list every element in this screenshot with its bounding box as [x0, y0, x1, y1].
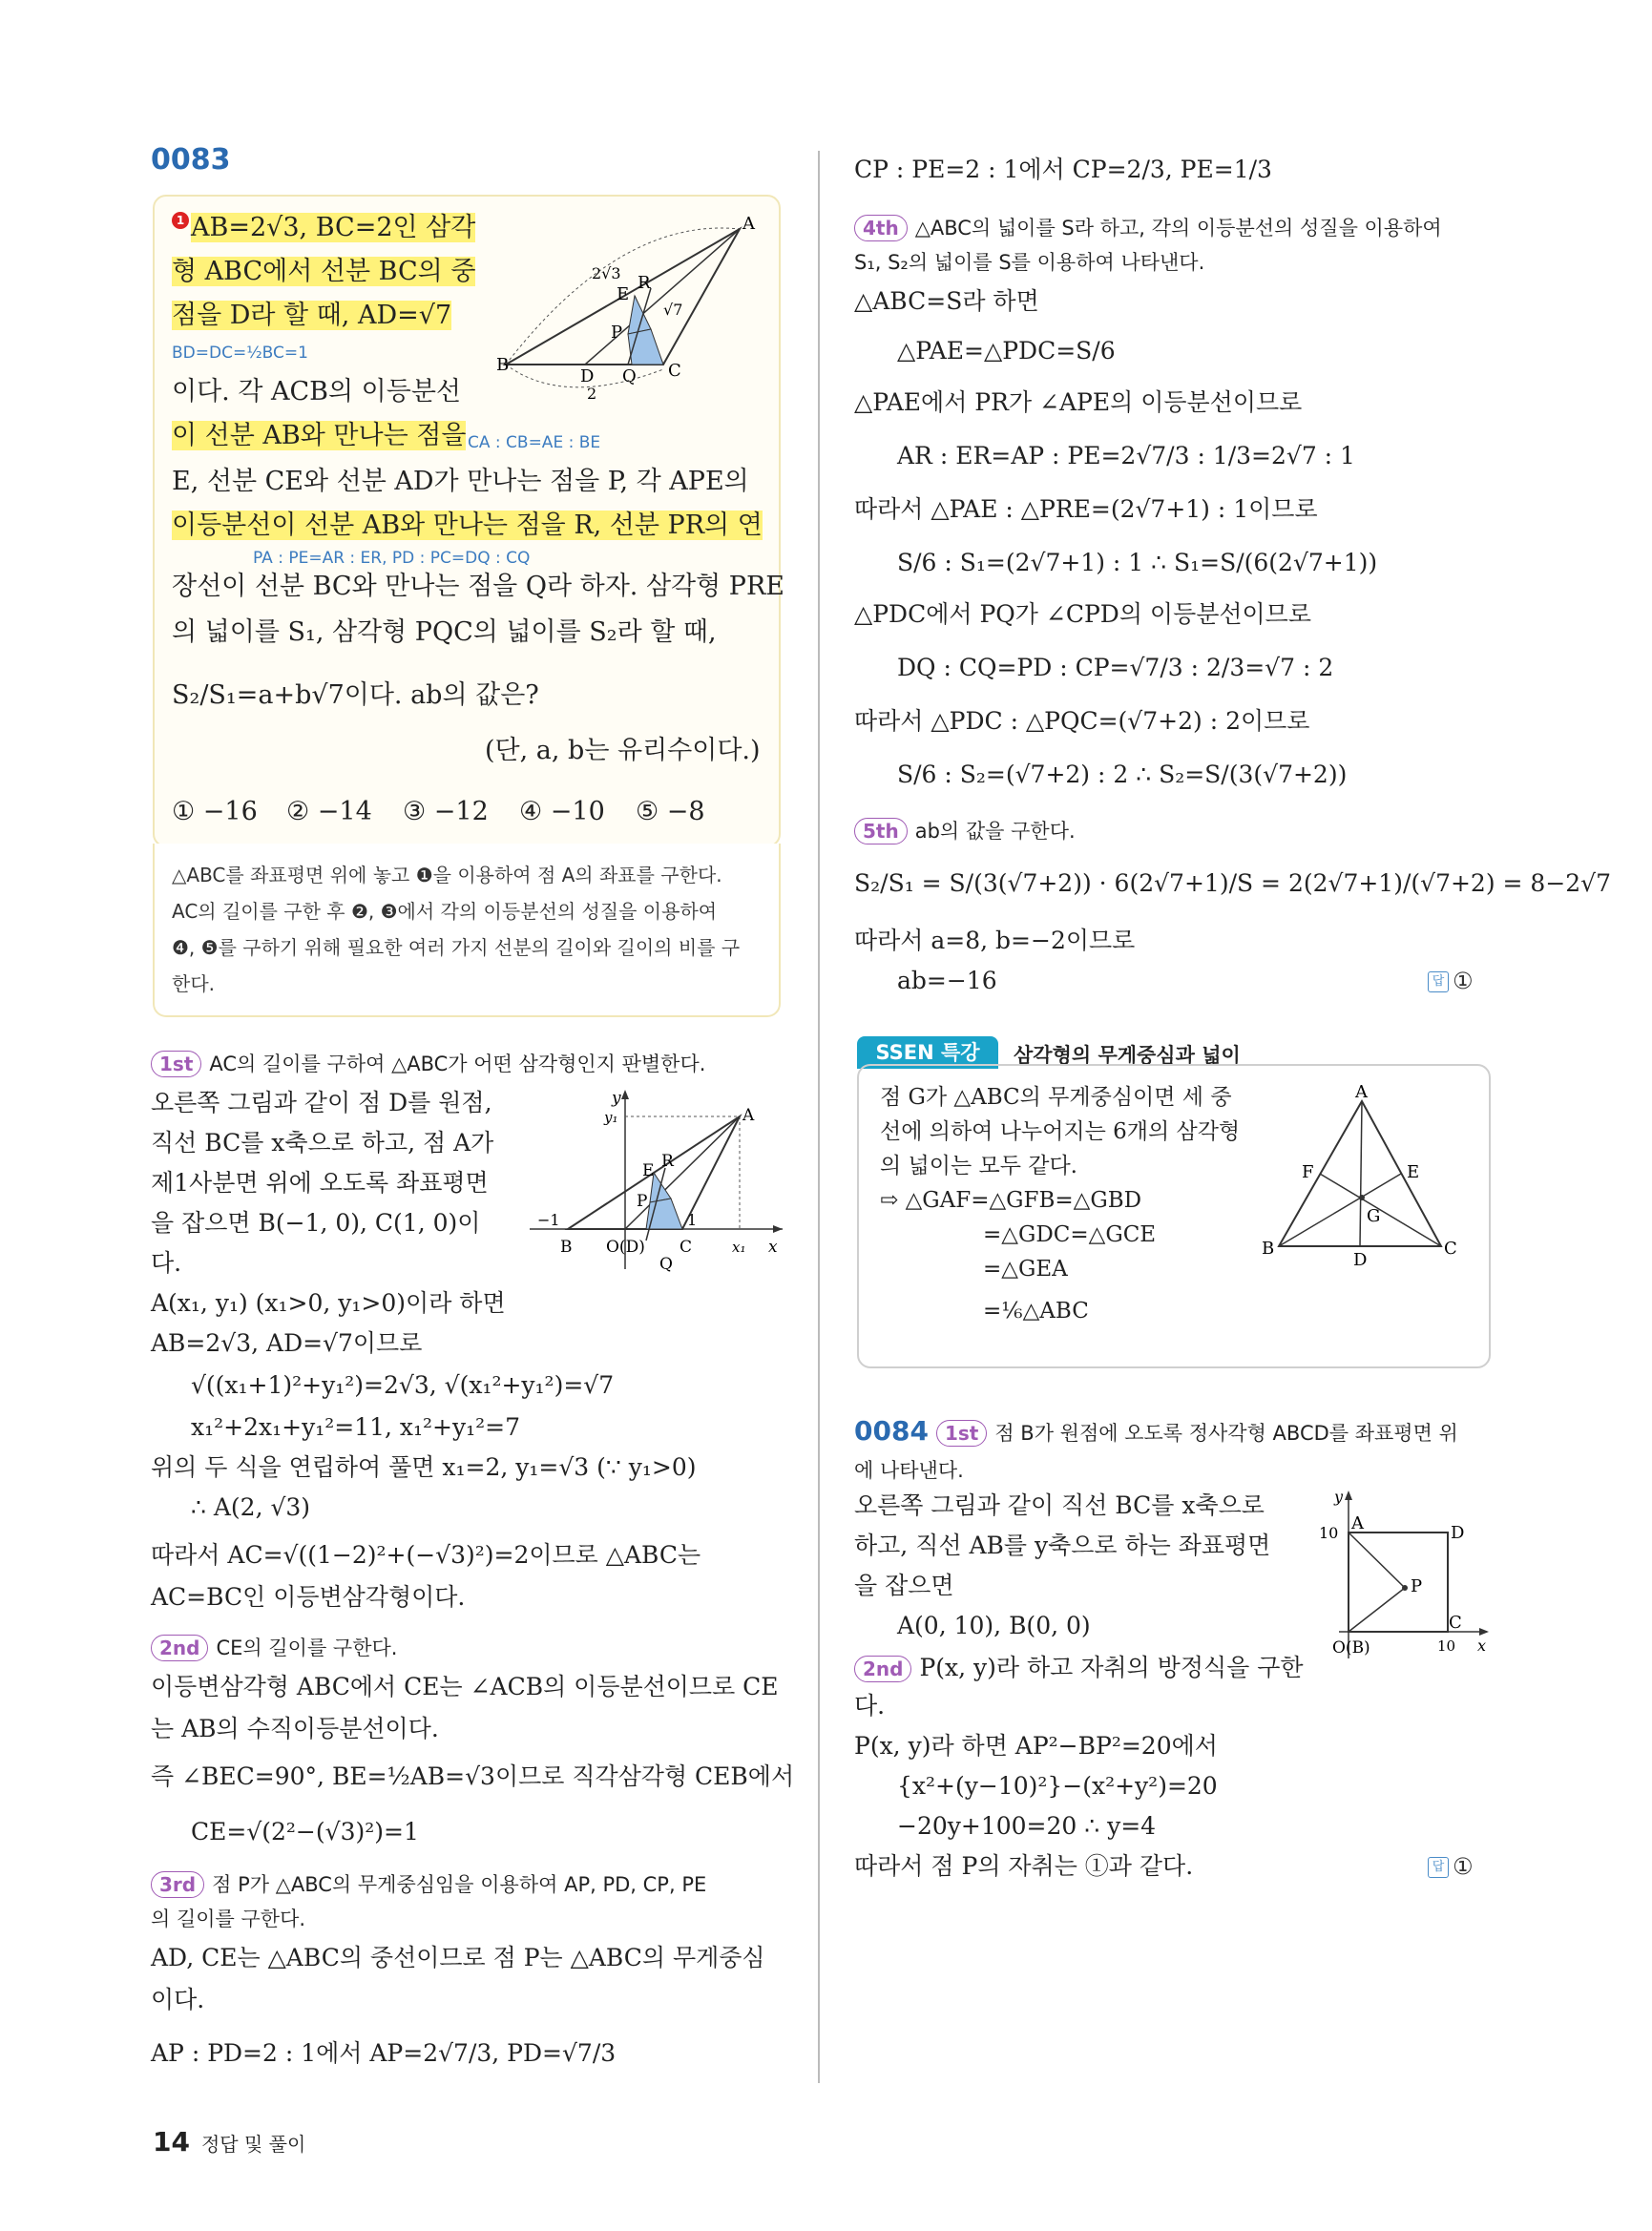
label-one: 1 [687, 1211, 698, 1229]
p2-step2-line-1: P(x, y)라 하면 AP²−BP²=20에서 [854, 1732, 1218, 1760]
label-y-axis: y [612, 1089, 621, 1108]
step4-line-2: △PAE=△PDC=S/6 [897, 337, 1116, 365]
step2-heading: 2nd CE의 길이를 구한다. [151, 1632, 397, 1663]
ssen-label-c: C [1444, 1239, 1457, 1259]
ssen-line-4: ⇨ △GAF=△GFB=△GBD [880, 1188, 1142, 1213]
ssen-label-d: D [1353, 1250, 1368, 1270]
ssen-label-e: E [1407, 1162, 1420, 1182]
label-a: A [742, 214, 755, 234]
p2-line-2: 하고, 직선 AB를 y축으로 하는 좌표평면 [854, 1532, 1271, 1559]
answer-0083: 답 ① [1428, 968, 1474, 994]
label-minus1: −1 [537, 1211, 560, 1229]
problem-line-4: 이다. 각 ACB의 이등분선 [172, 377, 461, 407]
step3-line-1: AD, CE는 △ABC의 중선이므로 점 P는 △ABC의 무게중심 [151, 1944, 765, 1971]
p2-step1-title-2: 에 나타낸다. [854, 1459, 964, 1482]
ssen-line-7: =⅙△ABC [983, 1299, 1089, 1324]
step4-line-1: △ABC=S라 하면 [854, 287, 1039, 315]
caption-ca-cb: CA : CB=AE : BE [468, 433, 601, 452]
p2-step2-heading: 2nd P(x, y)라 하고 자취의 방정식을 구한 [854, 1653, 1304, 1683]
step3-title-2: 의 길이를 구한다. [151, 1908, 306, 1930]
answer-0084: 답 ① [1428, 1853, 1474, 1880]
hint-line-1: △ABC를 좌표평면 위에 놓고 ❶을 이용하여 점 A의 좌표를 구한다. [172, 864, 722, 886]
sq-label-10-x: 10 [1437, 1637, 1456, 1655]
label-x-axis: x [768, 1238, 778, 1257]
step2-line-4: CE=√(2²−(√3)²)=1 [191, 1818, 419, 1845]
choice-1: ① −16 [172, 797, 258, 826]
choice-5: ⑤ −8 [636, 797, 705, 826]
sq-label-c: C [1449, 1613, 1462, 1633]
step1-line-2: 직선 BC를 x축으로 하고, 점 A가 [151, 1129, 494, 1157]
label-c2: C [680, 1238, 693, 1257]
p2-step2-title-2: 다. [854, 1692, 886, 1720]
step4-line-9: 따라서 △PDC : △PQC=(√7+2) : 2이므로 [854, 707, 1310, 735]
label-b2: B [560, 1238, 573, 1257]
step5-line-1: S₂/S₁ = S/(3(√7+2)) · 6(2√7+1)/S = 2(2√7+1)/(√7+2) = 8−2√7 [854, 869, 1612, 897]
step4-line-5: 따라서 △PAE : △PRE=(2√7+1) : 1이므로 [854, 495, 1318, 523]
square-coordinate-diagram [1306, 1489, 1492, 1660]
step4-heading: 4th △ABC의 넓이를 S라 하고, 각의 이등분선의 성질을 이용하여 [854, 212, 1442, 243]
ssen-label-b: B [1262, 1239, 1275, 1259]
hint-line-2: AC의 길이를 구한 후 ❷, ❸에서 각의 이등분선의 성질을 이용하여 [172, 900, 718, 923]
step1-line-6: A(x₁, y₁) (x₁>0, y₁>0)이라 하면 [151, 1289, 506, 1317]
step3-line-2: 이다. [151, 1986, 205, 2013]
step4-line-8: DQ : CQ=PD : CP=√7/3 : 2/3=√7 : 2 [897, 654, 1334, 681]
label-q: Q [622, 366, 637, 386]
problem-line-3: 점을 D라 할 때, AD=√7 [172, 301, 452, 330]
footer-section: 정답 및 풀이 [200, 2133, 306, 2156]
sq-label-10-y: 10 [1319, 1524, 1339, 1542]
sq-label-a: A [1351, 1513, 1364, 1533]
step4-line-7: △PDC에서 PQ가 ∠CPD의 이등분선이므로 [854, 600, 1311, 628]
label-b: B [496, 355, 510, 375]
centroid-triangle-diagram [1260, 1082, 1465, 1270]
problem-line-1: 1 AB=2√3, BC=2인 삼각 [172, 212, 475, 244]
step3-tag: 3rd [151, 1871, 204, 1898]
label-p: P [611, 323, 623, 343]
ssen-line-3: 의 넓이는 모두 같다. [880, 1154, 1077, 1178]
problem-line-5: 이 선분 AB와 만나는 점을 [172, 421, 467, 450]
p2-line-1: 오른쪽 그림과 같이 직선 BC를 x축으로 [854, 1491, 1265, 1519]
p2-step2-line-4: 따라서 점 P의 자취는 ①과 같다. [854, 1852, 1194, 1880]
label-ab-length: 2√3 [592, 264, 621, 282]
problem-line-10: S₂/S₁=a+b√7이다. ab의 값은? [172, 680, 539, 710]
hint-line-4: 한다. [172, 972, 215, 995]
step1-line-7: AB=2√3, AD=√7이므로 [151, 1329, 423, 1357]
problem-line-2: 형 ABC에서 선분 BC의 중 [172, 257, 476, 286]
step1-line-12: 따라서 AC=√((1−2)²+(−√3)²)=2이므로 △ABC는 [151, 1541, 701, 1569]
step4-line-6: S/6 : S₁=(2√7+1) : 1 ∴ S₁=S/(6(2√7+1)) [897, 549, 1378, 576]
label-r: R [638, 273, 651, 293]
step2-tag: 2nd [151, 1635, 208, 1661]
step4-line-10: S/6 : S₂=(√7+2) : 2 ∴ S₂=S/(3(√7+2)) [897, 761, 1348, 788]
step4-line-3: △PAE에서 PR가 ∠APE의 이등분선이므로 [854, 388, 1303, 416]
answer-icon-2: 답 [1428, 1857, 1449, 1878]
label-q2: Q [659, 1255, 673, 1274]
step1-line-5: 다. [151, 1249, 182, 1277]
ssen-tag: SSEN 특강 [857, 1036, 998, 1069]
p2-step2-line-2: {x²+(y−10)²}−(x²+y²)=20 [897, 1772, 1218, 1800]
step1-line-3: 제1사분면 위에 오도록 좌표평면 [151, 1169, 489, 1197]
step1-line-13: AC=BC인 이등변삼각형이다. [151, 1583, 466, 1611]
choice-4: ④ −10 [519, 797, 605, 826]
label-y1: y₁ [604, 1109, 618, 1126]
ssen-label-f: F [1302, 1162, 1314, 1182]
step5-tag: 5th [854, 818, 908, 844]
sq-label-p: P [1411, 1576, 1423, 1596]
problem-line-8: 장선이 선분 BC와 만나는 점을 Q라 하자. 삼각형 PRE [172, 572, 784, 601]
sq-label-x: x [1477, 1637, 1487, 1655]
ssen-label-a: A [1355, 1082, 1368, 1102]
label-ad-length: √7 [663, 301, 683, 319]
choice-3: ③ −12 [403, 797, 489, 826]
step3-heading: 3rd 점 P가 △ABC의 무게중심임을 이용하여 AP, PD, CP, PE [151, 1868, 706, 1900]
sq-label-y: y [1334, 1488, 1344, 1506]
step1-tag: 1st [151, 1051, 201, 1077]
label-r2: R [661, 1152, 674, 1171]
problem2-heading: 0084 1st 점 B가 원점에 오도록 정사각형 ABCD를 좌표평면 위 [854, 1415, 1458, 1447]
problem2-number: 0084 [854, 1415, 929, 1447]
page-number: 14 [153, 2126, 190, 2158]
label-d: D [580, 366, 595, 386]
step5-heading: 5th ab의 값을 구한다. [854, 815, 1076, 846]
ssen-label-g: G [1367, 1206, 1381, 1226]
problem-number: 0083 [151, 143, 231, 177]
p2-line-4: A(0, 10), B(0, 0) [897, 1612, 1091, 1639]
step1-line-1: 오른쪽 그림과 같이 점 D를 원점, [151, 1089, 492, 1116]
sq-label-d: D [1451, 1523, 1465, 1543]
step2-line-1: 이등변삼각형 ABC에서 CE는 ∠ACB의 이등분선이므로 CE [151, 1673, 779, 1700]
ssen-line-2: 선에 의하여 나누어지는 6개의 삼각형 [880, 1119, 1241, 1144]
coordinate-triangle-diagram [530, 1088, 787, 1274]
ssen-line-5: =△GDC=△GCE [983, 1222, 1157, 1247]
step1-line-4: 을 잡으면 B(−1, 0), C(1, 0)이 [151, 1209, 481, 1237]
page-footer [153, 2126, 305, 2158]
label-e: E [617, 284, 630, 304]
problem-triangle-diagram [496, 212, 763, 412]
step2-line-3: 즉 ∠BEC=90°, BE=½AB=√3이므로 직각삼각형 CEB에서 [151, 1762, 795, 1790]
label-c: C [668, 361, 681, 381]
p2-step2-tag: 2nd [854, 1656, 911, 1682]
step1-heading: 1st AC의 길이를 구하여 △ABC가 어떤 삼각형인지 판별한다. [151, 1048, 705, 1079]
step1-line-9: x₁²+2x₁+y₁²=11, x₁²+y₁²=7 [191, 1413, 520, 1441]
step2-line-2: 는 AB의 수직이등분선이다. [151, 1715, 439, 1742]
choice-2: ② −14 [286, 797, 372, 826]
step1-line-11: ∴ A(2, √3) [191, 1493, 311, 1521]
p2-step1-tag: 1st [936, 1420, 987, 1447]
problem-line-11: (단, a, b는 유리수이다.) [485, 736, 761, 765]
ssen-line-6: =△GEA [983, 1257, 1068, 1282]
step3-line-3: AP : PD=2 : 1에서 AP=2√7/3, PD=√7/3 [151, 2039, 617, 2067]
label-o-d: O(D) [606, 1238, 645, 1257]
label-a2: A [742, 1106, 755, 1125]
step1-line-8: √((x₁+1)²+y₁²)=2√3, √(x₁²+y₁²)=√7 [191, 1371, 615, 1399]
step5-line-2: 따라서 a=8, b=−2이므로 [854, 927, 1136, 954]
answer-icon: 답 [1428, 971, 1449, 992]
label-bc-length: 2 [587, 385, 597, 403]
problem-line-7: 이등분선이 선분 AB와 만나는 점을 R, 선분 PR의 연 [172, 511, 763, 540]
step4-title-2: S₁, S₂의 넓이를 S를 이용하여 나타낸다. [854, 251, 1205, 274]
step5-line-3: ab=−16 [897, 967, 997, 994]
step4-line-4: AR : ER=AP : PE=2√7/3 : 1/3=2√7 : 1 [897, 442, 1355, 469]
sq-label-o-b: O(B) [1332, 1638, 1370, 1658]
column-divider [818, 151, 820, 2083]
p2-line-3: 을 잡으면 [854, 1572, 954, 1599]
caption-pa-pe: PA : PE=AR : ER, PD : PC=DQ : CQ [253, 549, 531, 568]
problem-line-9: 의 넓이를 S₁, 삼각형 PQC의 넓이를 S₂라 할 때, [172, 617, 717, 647]
marker-1: 1 [172, 212, 189, 229]
problem-line-6: E, 선분 CE와 선분 AD가 만나는 점을 P, 각 APE의 [172, 467, 749, 496]
hint-line-3: ❹, ❺를 구하기 위해 필요한 여러 가지 선분의 길이와 길이의 비를 구 [172, 936, 741, 959]
ssen-title: 삼각형의 무게중심과 넓이 [1014, 1044, 1241, 1067]
p2-step2-line-3: −20y+100=20 ∴ y=4 [897, 1812, 1157, 1840]
label-e2: E [642, 1161, 655, 1180]
ssen-line-1: 점 G가 △ABC의 무게중심이면 세 중 [880, 1085, 1232, 1110]
caption-bd-dc: BD=DC=½BC=1 [172, 344, 308, 363]
step4-tag: 4th [854, 215, 908, 241]
label-x1: x₁ [732, 1239, 746, 1256]
right-top-line-1: CP : PE=2 : 1에서 CP=2/3, PE=1/3 [854, 156, 1272, 183]
label-p2: P [637, 1192, 648, 1211]
step1-line-10: 위의 두 식을 연립하여 풀면 x₁=2, y₁=√3 (∵ y₁>0) [151, 1453, 697, 1481]
